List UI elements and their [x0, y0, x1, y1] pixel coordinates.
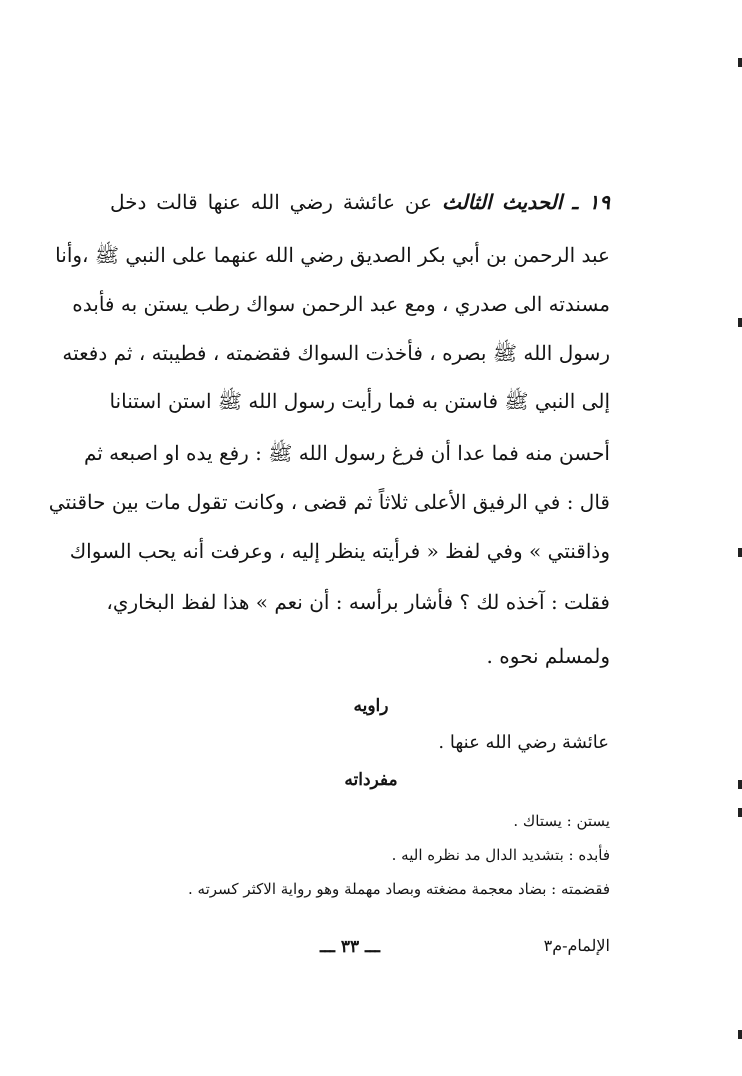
hadith-title: الحديث الثالث	[441, 190, 563, 214]
scan-edge-mark	[738, 58, 742, 67]
hadith-line-2: عبد الرحمن بن أبي بكر الصديق رضي الله عنهما على النبي ﷺ ،وأنا	[55, 243, 610, 267]
hadith-line-7: قال : في الرفيق الأعلى ثلاثاً ثم قضى ، وكانت تقول مات بين حاقنتي	[48, 490, 610, 514]
hadith-line-5: إلى النبي ﷺ فاستن به فما رأيت رسول الله ﷺ استن استنانا	[109, 389, 610, 413]
hadith-line-1-text: عن عائشة رضي الله عنها قالت دخل	[110, 190, 433, 214]
hadith-number: ١٩ ـ	[572, 190, 611, 214]
scan-edge-mark	[738, 780, 742, 789]
hadith-line-9: فقلت : آخذه لك ؟ فأشار برأسه : أن نعم » هذا لفظ البخاري،	[106, 590, 610, 614]
scan-edge-mark	[738, 808, 742, 817]
vocabulary-entry: فقضمته : بضاد معجمة مضغته وبصاد مهملة وهو رواية الاكثر كسرته .	[188, 880, 610, 898]
hadith-line-3: مسندته الى صدري ، ومع عبد الرحمن سواك رطب يستن به فأبده	[72, 292, 610, 316]
hadith-line-8: وذاقنتي » وفي لفظ « فرأيته ينظر إليه ، وعرفت أنه يحب السواك	[69, 539, 610, 563]
vocabulary-entry: يستن : يستاك .	[513, 812, 610, 830]
page-number: ـــ ٣٣ ـــ	[319, 937, 380, 957]
narrator-text: عائشة رضي الله عنها .	[438, 732, 609, 753]
hadith-line-6: أحسن منه فما عدا أن فرغ رسول الله ﷺ : رفع يده او اصبعه ثم	[83, 441, 610, 465]
hadith-line-10: ولمسلم نحوه .	[486, 644, 610, 668]
printer-signature: الإلمام-م٣	[543, 936, 610, 955]
vocabulary-entry: فأبده : بتشديد الدال مد نظره اليه .	[391, 846, 610, 864]
narrator-heading: راويه	[353, 696, 389, 716]
scan-edge-mark	[738, 548, 742, 557]
vocabulary-heading: مفرداته	[344, 770, 398, 790]
hadith-line-4: رسول الله ﷺ بصره ، فأخذت السواك فقضمته ، فطيبته ، ثم دفعته	[62, 341, 610, 365]
scan-edge-mark	[738, 318, 742, 327]
hadith-line-1	[110, 187, 610, 217]
scan-edge-mark	[738, 1030, 742, 1039]
